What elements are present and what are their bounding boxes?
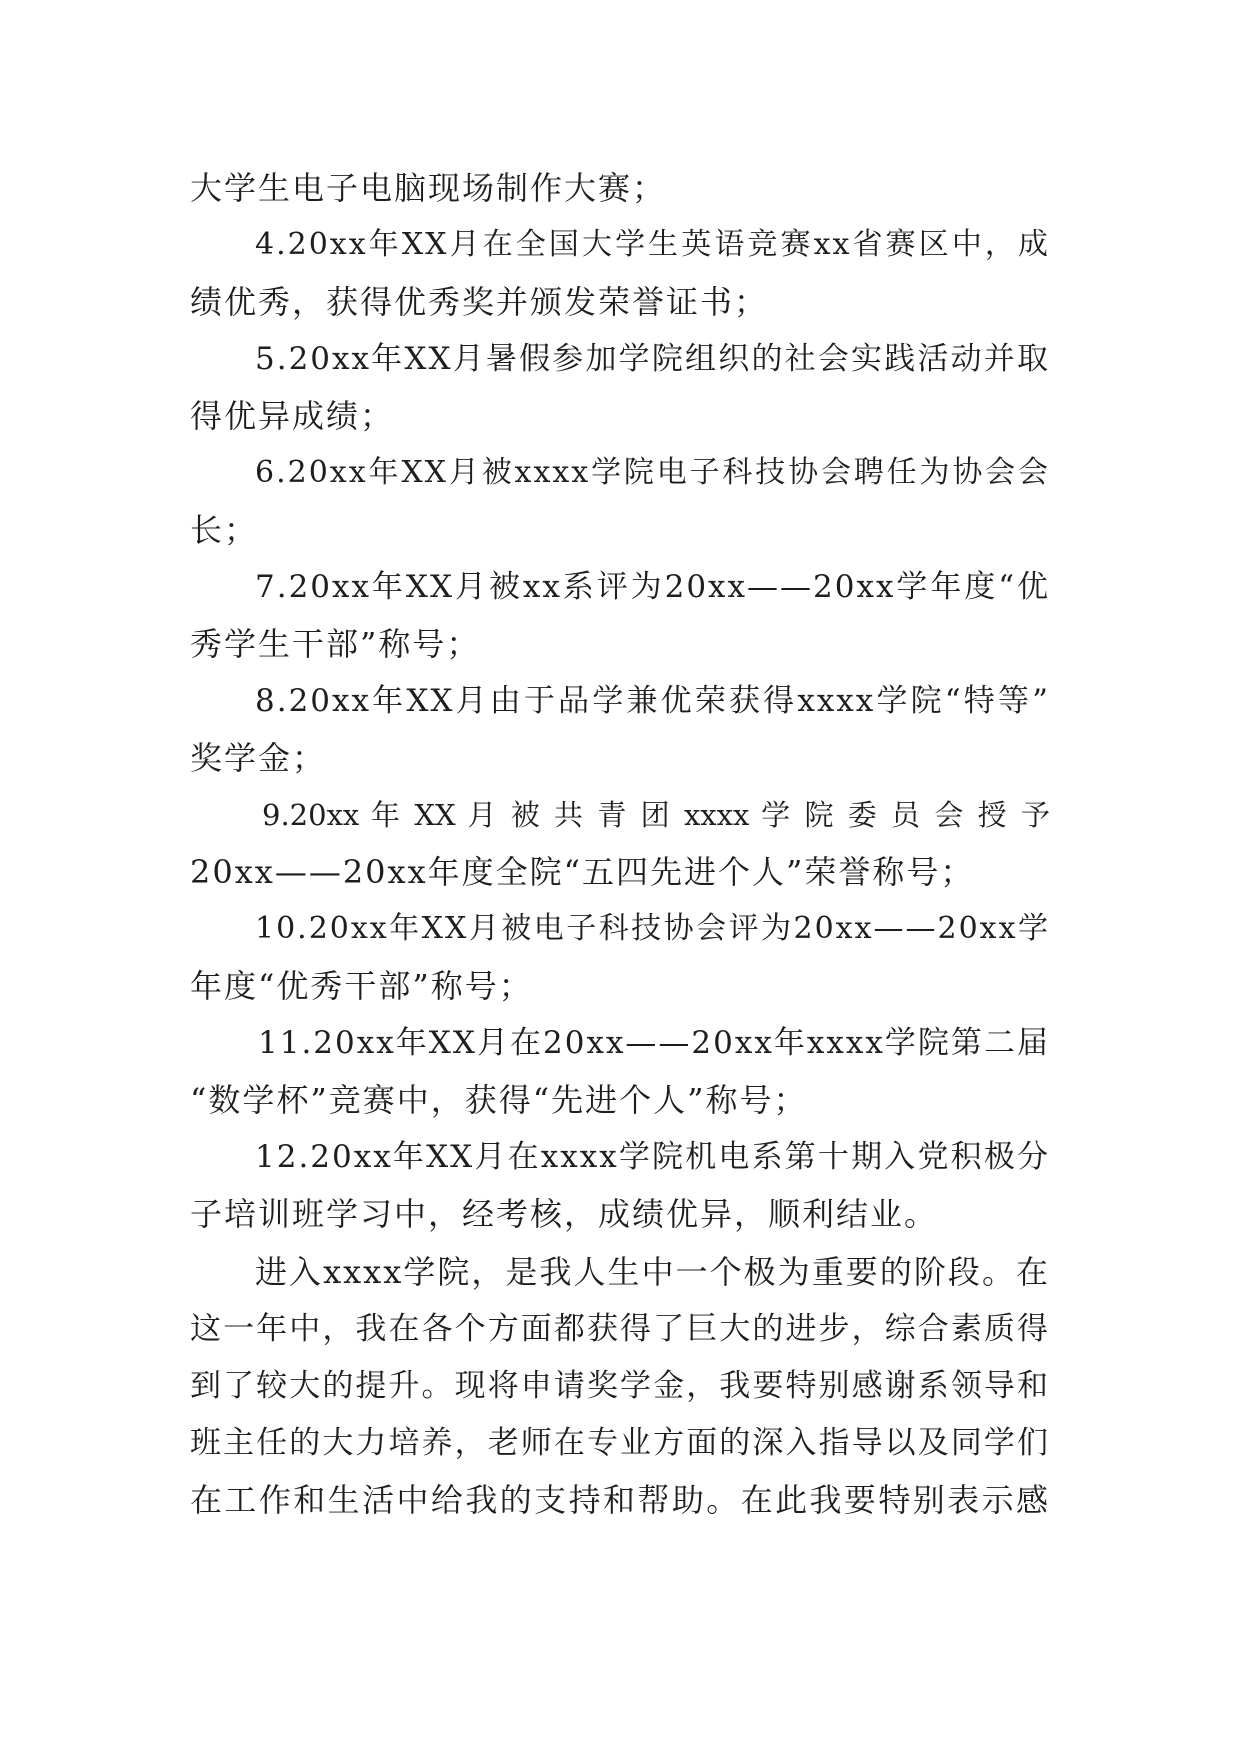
- text-line: 6.20xx年XX月被xxxx学院电子科技协会聘任为协会会: [255, 455, 1050, 490]
- text-line: 11.20xx年XX月在20xx——20xx年xxxx学院第二届: [258, 1025, 1050, 1061]
- text-line: 奖学金；: [190, 739, 327, 777]
- text-line: 进入xxxx学院，是我人生中一个极为重要的阶段。在: [255, 1253, 1050, 1291]
- text-line: 到了较大的提升。现将申请奖学金，我要特别感谢系领导和: [190, 1368, 1050, 1404]
- text-line: 年度“优秀干部”称号；: [190, 967, 533, 1005]
- text-line: 7.20xx年XX月被xx系评为20xx——20xx学年度“优: [255, 569, 1050, 605]
- text-line: 5.20xx年XX月暑假参加学院组织的社会实践活动并取: [255, 341, 1050, 377]
- text-line: 12.20xx年XX月在xxxx学院机电系第十期入党积极分: [255, 1139, 1050, 1175]
- text-line: 8.20xx年XX月由于品学兼优荣获得xxxx学院“特等”: [255, 683, 1050, 719]
- text-line: 20xx——20xx年度全院“五四先进个人”荣誉称号；: [190, 853, 975, 891]
- text-line: 在工作和生活中给我的支持和帮助。在此我要特别表示感: [190, 1481, 1050, 1519]
- text-line: 得优异成绩；: [190, 397, 395, 435]
- text-line: 绩优秀，获得优秀奖并颁发荣誉证书；: [190, 283, 769, 321]
- text-line: 班主任的大力培养，老师在专业方面的深入指导以及同学们: [190, 1425, 1050, 1461]
- text-line: 长；: [190, 511, 259, 549]
- text-line: 10.20xx年XX月被电子科技协会评为20xx——20xx学: [255, 911, 1050, 946]
- text-line: 这一年中，我在各个方面都获得了巨大的进步，综合素质得: [190, 1311, 1050, 1347]
- text-line: 子培训班学习中，经考核，成绩优异，顺利结业。: [190, 1195, 939, 1233]
- text-line: 9.20xx 年 XX 月 被 共 青 团 xxxx 学 院 委 员 会 授 予: [262, 798, 1050, 832]
- text-line: 秀学生干部”称号；: [190, 625, 481, 663]
- text-line: 大学生电子电脑现场制作大赛；: [190, 169, 667, 207]
- text-line: 4.20xx年XX月在全国大学生英语竞赛xx省赛区中，成: [255, 227, 1050, 262]
- text-line: “数学杯”竞赛中，获得“先进个人”称号；: [190, 1081, 808, 1119]
